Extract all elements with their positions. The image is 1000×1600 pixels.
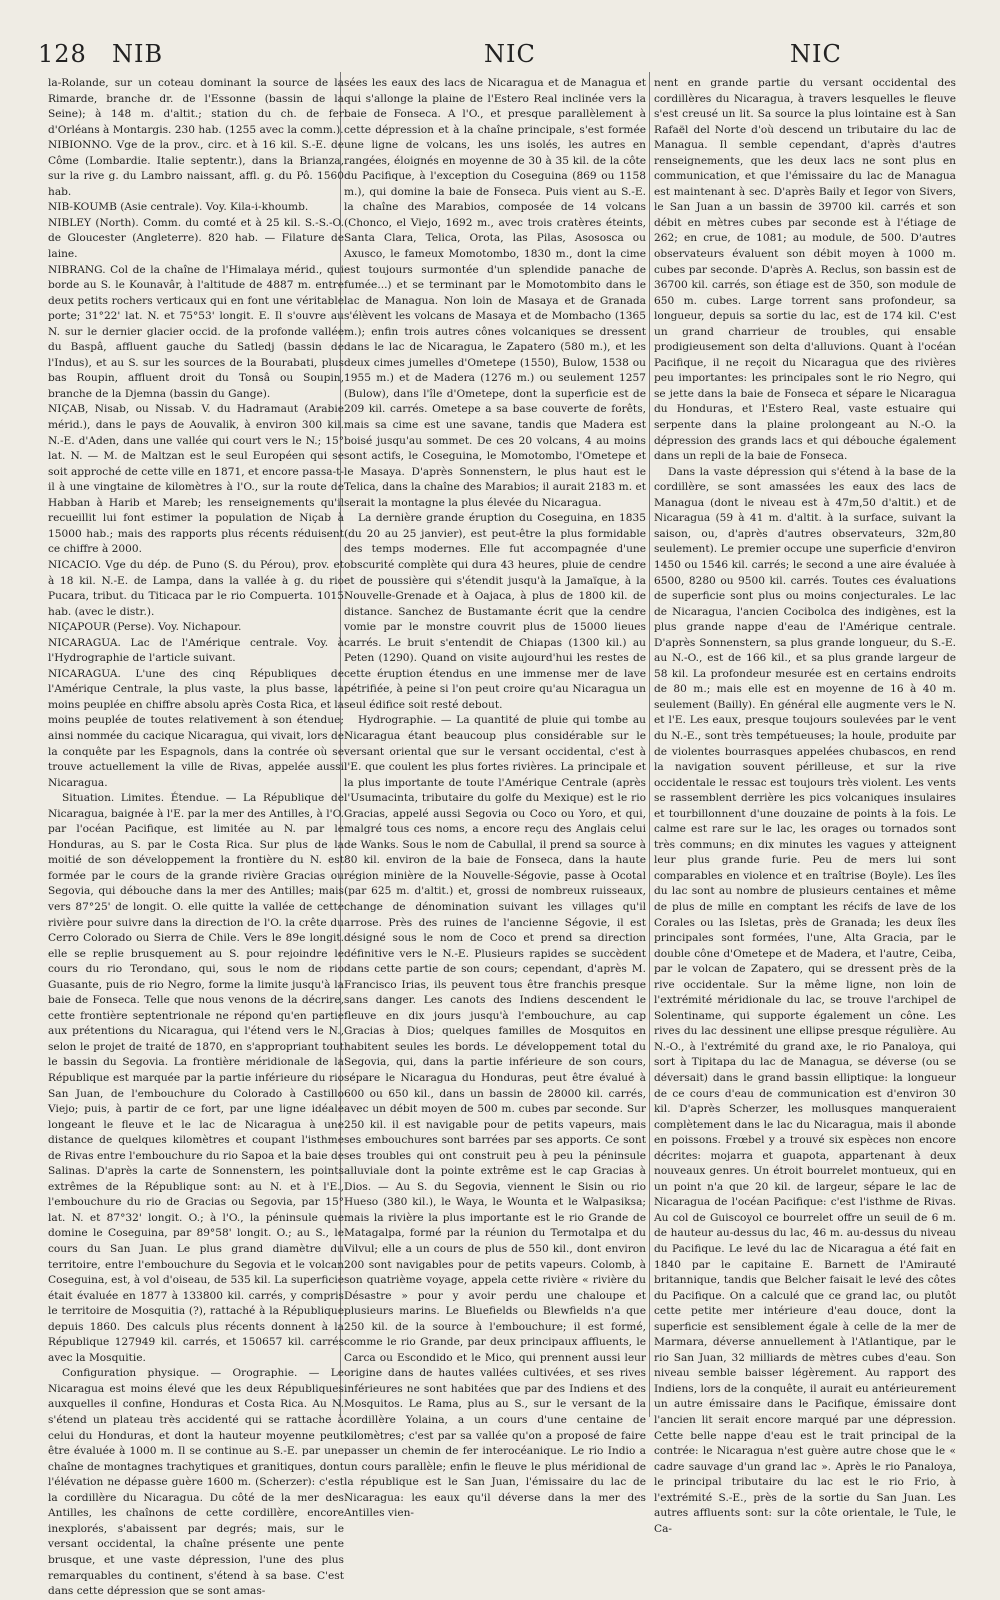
- section-hydrographie: Hydrographie. — La quantité de pluie qui tombe au Nicaragua étant beaucoup plus considérable sur le versant oriental que sur le versant occidental, c'est à l'E. que coulent les plus fortes rivières. La principale et la plus importante de toute l'Amérique Centrale (après l'Usumacinta, tributaire du golfe du Mexique) est le rio Gracias, appelé aussi Segovia ou Coco ou Yoro, et qui, malgré tous ces noms, a encore reçu des Anglais celui de Wanks. Sous le nom de Cabullal, il prend sa source à 80 kil. environ de la baie de Fonseca, dans la haute région minière de la Nouvelle-Ségovie, passe à Ocotal (par 625 m. d'altit.) et, grossi de nombreux ruisseaux, change de dénomination suivant les villages qu'il arrose. Près des ruines de l'ancienne Ségovie, il est désigné sous le nom de Coco et prend sa direction définitive vers le N.-E. Plusieurs rapides se succèdent dans cette partie de son cours; cependant, d'après M. Francisco Irias, ils peuvent tous être franchis presque sans danger. Les canots des Indiens descendent le fleuve en dix jours jusqu'à l'embouchure, au cap Gracias à Dios; quelques familles de Mosquitos en habitent seules les bords. Le développement total du Segovia, qui, dans la partie inférieure de son cours, sépare le Nicaragua du Honduras, peut être évalué à 600 ou 650 kil., dans un bassin de 28000 kil. carrés, avec un débit moyen de 500 m. cubes par seconde. Sur 250 kil. il est navigable pour de petits vapeurs, mais ses embouchures sont barrées par ses apports. Ce sont ses troubles qui ont construit peu à peu la péninsule alluviale dont la pointe extrême est le cap Gracias à Dios. — Au S. du Segovia, viennent le Sisin ou rio Hueso (380 kil.), le Waya, le Wounta et le Walpasiksa; mais la rivière la plus importante est le rio Grande de Matagalpa, formé par la réunion du Termotalpa et du Vilvul; elle a un cours de plus de 550 kil., dont environ 200 sont navigables pour de petits vapeurs. Colomb, à son quatrième voyage, appela cette rivière « rivière du Désastre » pour y avoir perdu une chaloupe et plusieurs marins. Le Bluefields ou Blewfields n'a que 250 kil. de la source à l'embouchure; il est formé, comme le rio Grande, par deux principaux affluents, le Carca ou Escondido et le Mico, qui prennent aussi leur origine dans de hautes vallées cultivées, et ses rives inférieures ne sont habitées que par des Indiens et des Mosquitos. Le Rama, plus au S., sur le versant de la cordillère Yolaina, a un cours d'une centaine de kilomètres; c'est par sa vallée qu'on a proposé de faire passer un chemin de fer interocéanique. Le rio Indio a un cours parallèle; enfin le fleuve le plus méridional de la république est le San Juan, l'émissaire du lac de Nicaragua: les eaux qu'il déverse dans la mer des Antilles vien-: [344, 714, 646, 1520]
- page-number: 128: [38, 40, 87, 68]
- entry-nib-koumb: NIB-KOUMB (Asie centrale). Voy. Kila-i-khoumb.: [48, 201, 309, 214]
- column-middle: [344, 76, 646, 1520]
- paragraph-eruption: La dernière grande éruption du Coseguina, en 1835 (du 20 au 25 janvier), est peut-être la plus formidable des temps modernes. Elle fut accompagnée d'une obscurité complète qui dura 43 heures, pluie de cendre et de poussière qui s'étendit jusqu'à la Jamaïque, à la Nouvelle-Grenade et à Oajaca, à plus de 1800 kil. de distance. Sanchez de Bustamante écrit que la cendre vomie par le monstre couvrit plus de 15000 lieues carrés. Le bruit s'entendit de Chiapas (1300 kil.) au Peten (1290). Quand on visite aujourd'hui les restes de cette éruption étendus en une immense mer de lave pétrifiée, à peine si l'on peut croire qu'au Nicaragua un seul édifice soit resté debout.: [344, 512, 646, 711]
- entry-nicacio: NICACIO. Vge du dép. de Puno (S. du Pérou), prov. et à 18 kil. N.-E. de Lampa, dans la vallée à g. du rio Pucara, tribut. du Titicaca par le rio Compuerta. 1015 hab. (avec le distr.).: [48, 558, 344, 618]
- column-right: [654, 76, 956, 1535]
- entry-nicaragua-lac: NICARAGUA. Lac de l'Amérique centrale. Voy. à l'Hydrographie de l'article suivant.: [48, 636, 344, 665]
- running-head-right: NIC: [790, 40, 842, 68]
- entry-nibrang: NIBRANG. Col de la chaîne de l'Himalaya mérid., qui borde au S. le Kounavâr, à l'altitude de 4887 m. entre deux petits rochers verticaux qui en font une véritable porte; 31°22' lat. N. et 75°53' longit. E. Il s'ouvre au N. sur le dernier glacier occid. de la profonde vallée du Baspâ, affluent gauche du Satledj (bassin de l'Indus), et au S. sur les sources de la Bourabati, plus bas Roupin, affluent droit du Tonsâ ou Soupin, branche de la Djemna (bassin du Gange).: [48, 263, 344, 400]
- entry-nibley: NIBLEY (North). Comm. du comté et à 25 kil. S.-S.-O. de Gloucester (Angleterre). 820 hab. — Filature de laine.: [48, 216, 344, 261]
- paragraph-lacs: Dans la vaste dépression qui s'étend à la base de la cordillère, se sont amassées les eaux des lacs de Managua (dont le niveau est à 47m,50 d'altit.) et de Nicaragua (59 à 41 m. d'altit. à la surface, suivant la saison, ou, d'après d'autres observateurs, 32m,80 seulement). Le premier occupe une superficie d'environ 1450 ou 1546 kil. carrés; le second a une aire évaluée à 6500, 8280 ou 9500 kil. carrés. Toutes ces évaluations de superficie sont plus ou moins conjecturales. Le lac de Nicaragua, l'ancien Cocibolca des indigènes, est la plus grande nappe d'eau de l'Amérique centrale. D'après Sonnenstern, sa plus grande longueur, du S.-E. au N.-O., est de 166 kil., et sa plus grande largeur de 58 kil. La profondeur mesurée est en certains endroits de 80 m.; mais elle est en moyenne de 16 à 40 m. seulement (Bailly). En général elle augmente vers le N. et l'E. Les eaux, presque toujours soulevées par le vent du N.-E., sont très tempétueuses; la houle, produite par de violentes bourrasques appelées chubascos, en rend la navigation souvent périlleuse, et sur la rive occidentale le ressac est toujours très violent. Les vents se rassemblent derrière les pics volcaniques insulaires et tourbillonnent d'une douzaine de points à la fois. Le calme est rare sur le lac, les orages ou tornados sont très communs; en dix minutes les vagues y atteignent leur plus grande furie. Peu de mers lui sont comparables en violence et en traîtrise (Boyle). Les îles du lac sont au nombre de plusieurs centaines et même de plus de mille en comptant les récifs de lave de los Corales ou las Isletas, près de Granada; les deux îles principales sont formées, l'une, Alta Gracia, par le double cône d'Ometepe et de Madera, et l'autre, Ceiba, par le volcan de Zapatero, qui se dressent près de la rive occidentale. Sur la même ligne, non loin de l'extrémité méridionale du lac, se trouve l'archipel de Solentiname, qui supporte également un cône. Les rives du lac dessinent une ellipse presque régulière. Au N.-O., à l'extrémité du grand axe, le rio Panaloya, qui sort à Tipitapa du lac de Managua, se déverse (ou se déversait) dans le grand bassin elliptique: la longueur de ce cours d'eau de communication est d'environ 30 kil. D'après Scherzer, les mollusques manqueraient complètement dans le lac du Nicaragua, mais il abonde en poissons. Frœbel y a trouvé six espèces non encore décrites: mojarra et guapota, appartenant à deux nouveaux genres. Un étroit bourrelet montueux, qui en un point n'a que 20 kil. de largeur, sépare le lac de Nicaragua de l'océan Pacifique: c'est l'isthme de Rivas. Au col de Guiscoyol ce bourrelet offre un seuil de 6 m. de hauteur au-dessus du lac, 46 m. au-dessus du niveau du Pacifique. Le levé du lac de Nicaragua a été fait en 1840 par le capitaine E. Barnett de l'Amirauté britannique, tandis que Belcher faisait le levé des côtes du Pacifique. On a calculé que ce grand lac, ou plutôt cette petite mer intérieure d'eau douce, dont la superficie est sensiblement égale à celle de la mer de Marmara, déverse annuellement à l'Atlantique, par le rio San Juan, 32 milliards de mètres cubes d'eau. Son niveau semble baisser légèrement. Au rapport des Indiens, lors de la conquête, il aurait eu antérieurement un autre émissaire dans le Pacifique, émissaire dont l'ancien lit serait encore marqué par une dépression. Cette belle nappe d'eau est le trait principal de la contrée: le Nicaragua n'est guère autre chose que le « cadre sauvage d'un grand lac ». Après le rio Panaloya, le principal tributaire du lac est le rio Frio, à l'extrémité S.-E., près de la sortie du San Juan. Les autres affluents sont: sur la côte orientale, le Tule, le Ca-: [654, 465, 956, 1535]
- paragraph-volcans: sées les eaux des lacs de Nicaragua et de Managua et qui s'allonge la plaine de l'Estero Real inclinée vers la baie de Fonseca. A l'O., et presque parallèlement à cette dépression et à la chaîne principale, s'est formée une ligne de volcans, les uns isolés, les autres en rangées, éloignés en moyenne de 30 à 35 kil. de la côte du Pacifique, à l'exception du Coseguina (869 ou 1158 m.), qui domine la baie de Fonseca. Puis vient au S.-E. la chaîne des Marabios, composée de 14 volcans (Chonco, el Viejo, 1692 m., avec trois cratères éteints, Santa Clara, Telica, Orota, las Pilas, Asososca ou Axusco, le fameux Momotombo, 1830 m., dont la cime est toujours surmontée d'un splendide panache de fumée...) et se terminant par le Momotombito dans le lac de Managua. Non loin de Masaya et de Granada s'élèvent les volcans de Masaya et de Mombacho (1365 m.); enfin trois autres cônes volcaniques se dressent dans le lac de Nicaragua, le Zapatero (580 m.), et les deux cimes jumelles d'Ometepe (1550), Bulow, 1538 ou 1955 m.) et de Madera (1276 m.) ou seulement 1257 (Bulow), dans l'île d'Ometepe, dont la superficie est de 209 kil. carrés. Ometepe a sa base couverte de forêts, mais sa cime est une savane, tandis que Madera est boisé jusqu'au sommet. De ces 20 volcans, 4 au moins sont actifs, le Coseguina, le Momotombo, l'Ometepe et le Masaya. D'après Sonnenstern, le plus haut est le Telica, dans la chaîne des Marabios; il aurait 2183 m. et serait la montagne la plus élevée du Nicaragua.: [344, 77, 646, 509]
- column-left: [48, 76, 344, 1598]
- running-head-left: NIB: [112, 40, 164, 68]
- entry-paragraph: la-Rolande, sur un coteau dominant la source de la Rimarde, branche dr. de l'Essonne (bassin de la Seine); à 148 m. d'altit.; station du ch. de fer d'Orléans à Montargis. 230 hab. (1255 avec la comm.).: [48, 77, 344, 136]
- entry-nicapour: NIÇAPOUR (Perse). Voy. Nichapour.: [48, 621, 242, 634]
- section-configuration: Configuration physique. — Orographie. — Le Nicaragua est moins élevé que les deux Républiques auxquelles il confine, Honduras et Costa Rica. Au N. s'étend un plateau très accidenté qui se rattache à celui du Honduras, et dont la hauteur moyenne peut être évaluée à 1000 m. Il se continue au S.-E. par une chaîne de montagnes trachytiques et granitiques, dont l'élévation ne dépasse guère 1600 m. (Scherzer): c'est la cordillère du Nicaragua. Du côté de la mer des Antilles, les chaînons de cette cordillère, encore inexplorés, s'abaissent par degrés; mais, sur le versant occidental, la chaîne présente une pente brusque, et une vaste dépression, l'une des plus remarquables du continent, s'étend à sa base. C'est dans cette dépression que se sont amas-: [48, 1367, 344, 1598]
- section-situation: Situation. Limites. Étendue. — La République de Nicaragua, baignée à l'E. par la mer des Antilles, à l'O. par l'océan Pacifique, est limitée au N. par le Honduras, au S. par le Costa Rica. Sur plus de la moitié de son développement la frontière du N. est formée par le cours de la grande rivière Gracias ou Segovia, qui débouche dans la mer des Antilles; mais vers 87°25' de longit. O. elle quitte la vallée de cette rivière pour suivre dans la direction de l'O. la crête du Cerro Colorado ou Sierra de Chile. Vers le 89e longit. elle se replie brusquement au S. pour rejoindre le cours du rio Terondano, qui, sous le nom de rio Guasante, puis de rio Negro, forme la limite jusqu'à la baie de Fonseca. Telle que nous venons de la décrire, cette frontière septentrionale ne répond qu'en partie aux prétentions du Nicaragua, qui l'étend vers le N., selon le projet de traité de 1870, en s'appropriant tout le bassin du Segovia. La frontière méridionale de la République est marquée par la partie inférieure du rio San Juan, de l'embouchure du Colorado à Castillo Viejo; puis, à partir de ce fort, par une ligne idéale longeant le fleuve et le lac de Nicaragua à une distance de quelques kilomètres et coupant l'isthme de Rivas entre l'embouchure du rio Sapoa et la baie de Salinas. D'après la carte de Sonnenstern, les points extrêmes de la République sont: au N. et à l'E., l'embouchure du rio de Gracias ou Segovia, par 15° lat. N. et 87°32' longit. O.; à l'O., la péninsule que domine le Coseguina, par 89°58' longit. O.; au S., le cours du San Juan. Le plus grand diamètre du territoire, entre l'embouchure du Segovia et le volcan Coseguina, est, à vol d'oiseau, de 535 kil. La superficie était évaluée en 1877 à 133800 kil. carrés, y compris le territoire de Mosquitia (?), rattaché à la République depuis 1860. Des calculs plus récents donnent à la République 127949 kil. carrés, et 150657 kil. carrés avec la Mosquitie.: [48, 792, 344, 1364]
- paragraph-san-juan: nent en grande partie du versant occidental des cordillères du Nicaragua, à travers lesquelles le fleuve s'est creusé un lit. Sa source la plus lointaine est à San Rafaël del Norte d'où descend un tributaire du lac de Managua. Il semble cependant, d'après d'autres renseignements, que les deux lacs ne sont plus en communication, et que l'émissaire du lac de Managua est maintenant à sec. D'après Baily et Iegor von Sivers, le San Juan a un bassin de 39700 kil. carrés et son débit en mètres cubes par seconde est à l'étiage de 262; en crue, de 1081; au module, de 500. D'autres observateurs évaluent son débit moyen à 1000 m. cubes par seconde. D'après A. Reclus, son bassin est de 36700 kil. carrés, son étiage est de 350, son module de 650 m. cubes. Large torrent sans profondeur, sa longueur, depuis sa sortie du lac, est de 174 kil. C'est un grand charrieur de troubles, qui ensable prodigieusement son delta d'alluvions. Quant à l'océan Pacifique, il ne reçoit du Nicaragua que des rivières peu importantes: les principales sont le rio Negro, qui se jette dans la baie de Fonseca et sépare le Nicaragua du Honduras, et l'Estero Real, vaste estuaire qui serpente dans la plaine prolongeant au N.-O. la dépression des grands lacs et qui débouche également dans un repli de la baie de Fonseca.: [654, 77, 956, 463]
- running-head-center: NIC: [484, 40, 536, 68]
- entry-nibionno: NIBIONNO. Vge de la prov., circ. et à 16 kil. S.-E. de Côme (Lombardie. Italie septentr.), dans la Brianza, sur la rive g. du Lambro naissant, affl. g. du Pô. 1560 hab.: [48, 139, 344, 198]
- entry-nicab: NIÇAB, Nisab, ou Nissab. V. du Hadramaut (Arabie mérid.), dans le pays de Aouvalik, à environ 300 kil. N.-E. d'Aden, dans une vallée qui court vers le N.; 15° lat. N. — M. de Maltzan est le seul Européen qui se soit approché de cette ville en 1871, et encore passa-t-il à une vingtaine de kilomètres à l'O., sur la route de Habban à Harib et Mareb; les renseignements qu'il recueillit lui font estimer la population de Niçab à 15000 hab.; mais des rapports plus récents réduisent ce chiffre à 2000.: [48, 403, 344, 556]
- entry-nicaragua: NICARAGUA. L'une des cinq Républiques de l'Amérique Centrale, la plus vaste, la plus basse, la moins peuplée en chiffre absolu après Costa Rica, et la moins peuplée de toutes relativement à son étendue; ainsi nommée du cacique Nicaragua, qui vivait, lors de la conquête par les Espagnols, dans la contrée où se trouve actuellement la ville de Rivas, appelée aussi Nicaragua.: [48, 667, 344, 789]
- column-rule-right: [649, 72, 650, 1417]
